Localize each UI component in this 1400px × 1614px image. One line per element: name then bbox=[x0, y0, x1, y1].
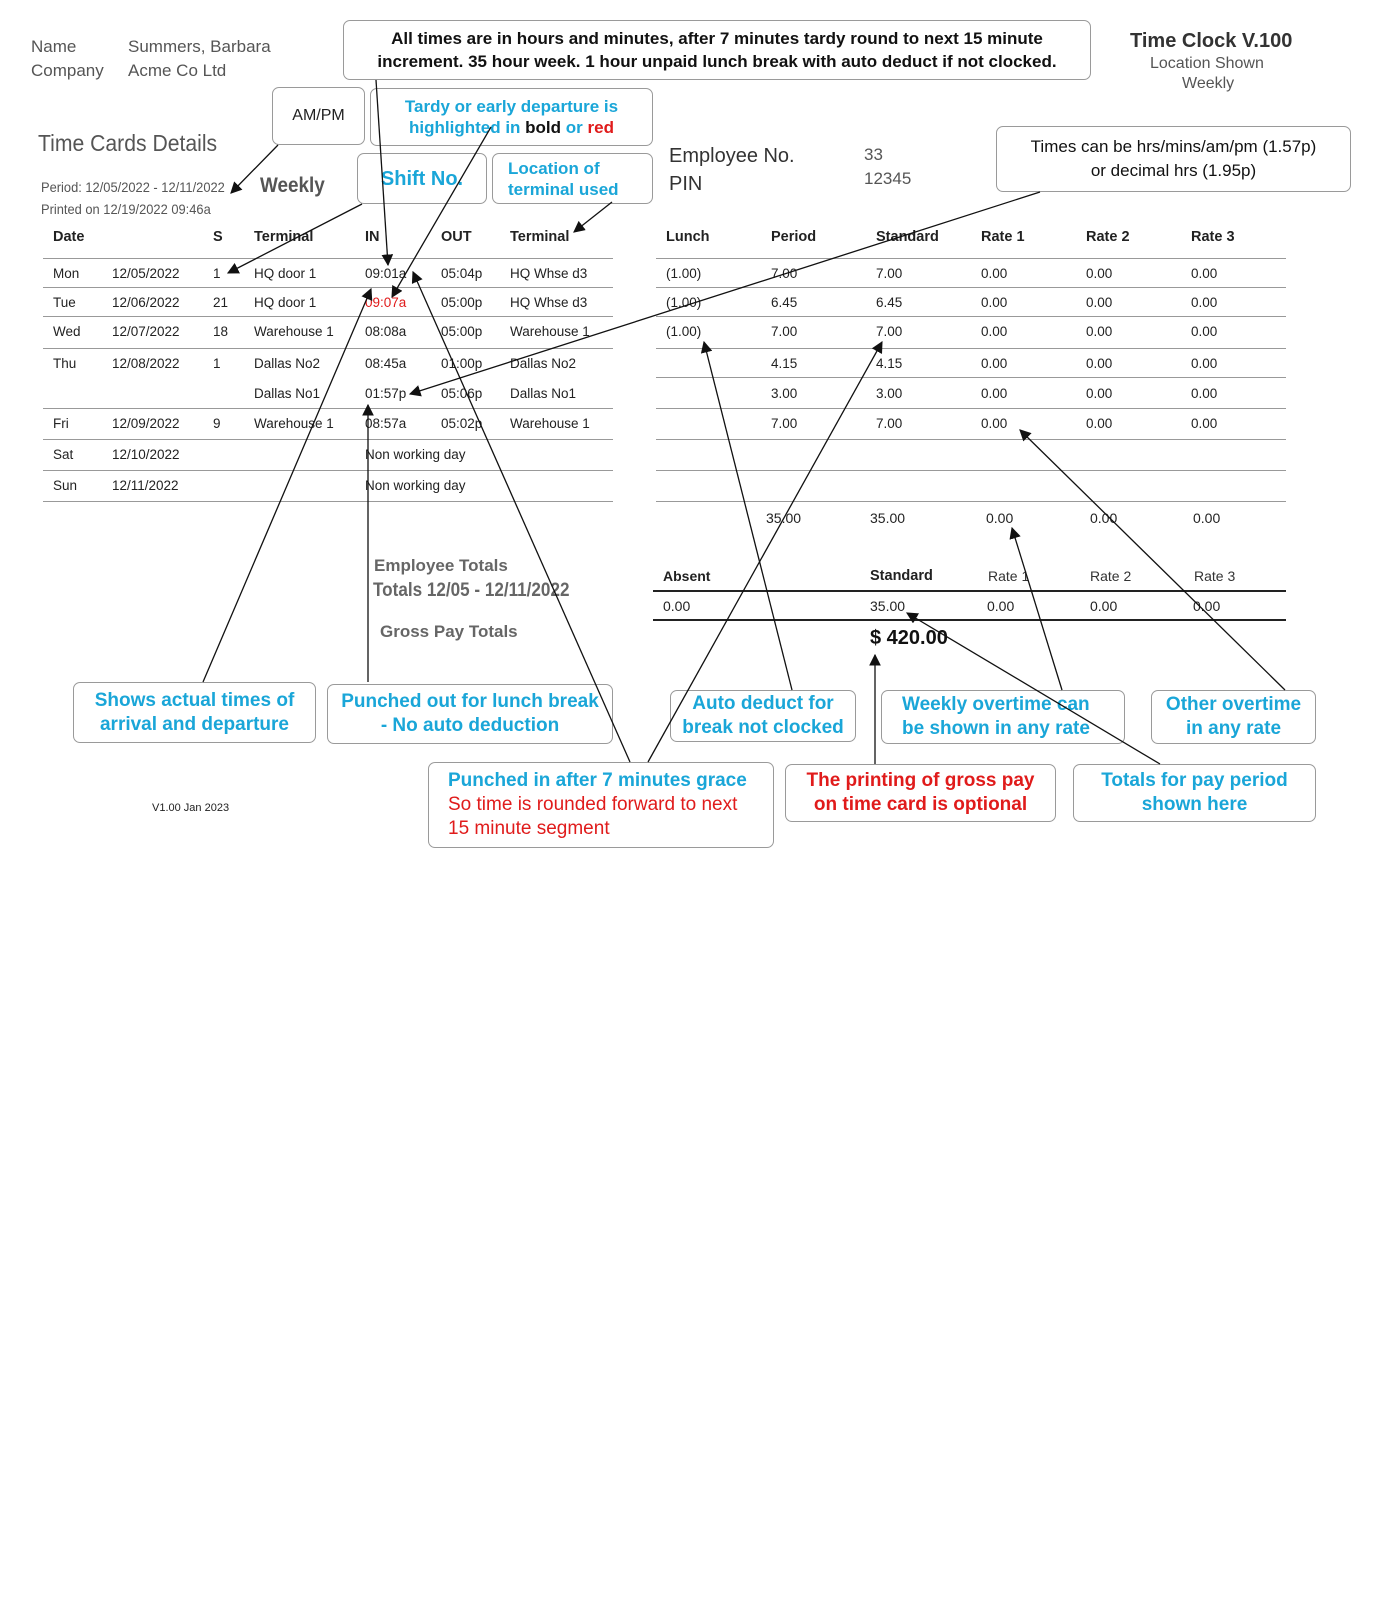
callout-grace-line1: Punched in after 7 minutes grace bbox=[448, 770, 747, 791]
row-out-time: 01:00p bbox=[441, 356, 483, 371]
callout-grace-line3: 15 minute segment bbox=[448, 818, 610, 839]
callout-totals-period-line1: Totals for pay period bbox=[1101, 770, 1288, 791]
row-period: 6.45 bbox=[771, 295, 798, 310]
row-shift: 18 bbox=[213, 324, 229, 339]
row-date: 12/10/2022 bbox=[112, 447, 180, 462]
company-value: Acme Co Ltd bbox=[128, 61, 227, 80]
employee-totals-label: Employee Totals bbox=[374, 556, 508, 575]
callout-lunch-out-line2: - No auto deduction bbox=[380, 715, 560, 736]
col-shift: S bbox=[213, 229, 223, 245]
callout-tardy-highlighted: highlighted in bbox=[409, 118, 521, 137]
row-standard: 7.00 bbox=[876, 416, 903, 431]
row-period: 4.15 bbox=[771, 356, 798, 371]
row-standard: 3.00 bbox=[876, 386, 903, 401]
totals-col-rate1: Rate 1 bbox=[988, 568, 1030, 584]
totals-rate3: 0.00 bbox=[1193, 598, 1221, 614]
callout-grace-line2: So time is rounded forward to next bbox=[448, 794, 738, 815]
callout-weekly-ot-line1: Weekly overtime can bbox=[902, 694, 1090, 715]
row-out-time: 05:00p bbox=[441, 324, 483, 339]
row-rate1: 0.00 bbox=[981, 416, 1008, 431]
name-value: Summers, Barbara bbox=[128, 37, 271, 56]
row-terminal-in: HQ door 1 bbox=[254, 266, 317, 281]
gross-pay-value: $ 420.00 bbox=[870, 627, 948, 649]
row-standard: 4.15 bbox=[876, 356, 903, 371]
row-in-time: 08:45a bbox=[365, 356, 407, 371]
name-label: Name bbox=[31, 37, 77, 56]
period-range: Period: 12/05/2022 - 12/11/2022 bbox=[41, 179, 225, 195]
row-shift: 1 bbox=[213, 266, 221, 281]
col-out: OUT bbox=[441, 229, 472, 245]
row-terminal-in: HQ door 1 bbox=[254, 295, 317, 310]
row-out-time: 05:06p bbox=[441, 386, 483, 401]
totals-col-rate2: Rate 2 bbox=[1090, 568, 1132, 584]
totals-col-absent: Absent bbox=[663, 568, 711, 584]
callout-lunch-out-line1: Punched out for lunch break bbox=[341, 691, 599, 712]
row-rate1: 0.00 bbox=[981, 356, 1008, 371]
row-terminal-out: HQ Whse d3 bbox=[510, 266, 588, 281]
row-terminal-out: Warehouse 1 bbox=[510, 416, 590, 431]
row-date: 12/05/2022 bbox=[112, 266, 180, 281]
location-shown: Location Shown bbox=[1150, 55, 1264, 72]
row-rate3: 0.00 bbox=[1191, 324, 1218, 339]
callout-gross-optional-line2: on time card is optional bbox=[813, 794, 1028, 815]
employee-no-value: 33 bbox=[864, 145, 883, 164]
row-terminal-in: Warehouse 1 bbox=[254, 324, 334, 339]
callout-tardy-red: red bbox=[582, 118, 614, 137]
callout-ampm-text: AM/PM bbox=[292, 107, 345, 124]
col-standard: Standard bbox=[876, 229, 939, 245]
row-shift: 1 bbox=[213, 356, 221, 371]
row-terminal-in: Dallas No2 bbox=[254, 356, 321, 371]
row-period: 7.00 bbox=[771, 266, 798, 281]
callout-shift-no-text: Shift No. bbox=[380, 167, 464, 190]
callout-rules-line2: increment. 35 hour week. 1 hour unpaid lunch break with auto deduct if not clocked. bbox=[377, 52, 1057, 71]
col-in: IN bbox=[365, 229, 380, 245]
callout-actual-times-line1: Shows actual times of bbox=[94, 689, 295, 711]
row-in-time: 01:57p bbox=[365, 386, 407, 401]
row-date: 12/08/2022 bbox=[112, 356, 180, 371]
total-standard: 35.00 bbox=[870, 510, 906, 526]
pin-value: 12345 bbox=[864, 169, 912, 188]
row-in-time: 08:57a bbox=[365, 416, 407, 431]
col-rate2: Rate 2 bbox=[1086, 229, 1130, 245]
row-out-time: 05:02p bbox=[441, 416, 483, 431]
row-terminal-in: Dallas No1 bbox=[254, 386, 321, 401]
row-in-time: 08:08a bbox=[365, 324, 407, 339]
row-in-time: 09:01a bbox=[365, 266, 407, 281]
row-standard: 7.00 bbox=[876, 266, 903, 281]
col-lunch: Lunch bbox=[666, 229, 710, 245]
callout-tardy-line1: Tardy or early departure is bbox=[404, 97, 619, 116]
col-rate3: Rate 3 bbox=[1191, 229, 1235, 245]
row-lunch: (1.00) bbox=[666, 266, 702, 281]
callout-other-ot-line2: in any rate bbox=[1185, 718, 1282, 739]
callout-other-ot-line1: Other overtime bbox=[1165, 694, 1302, 715]
callout-location-line2: terminal used bbox=[508, 179, 619, 199]
row-period: 3.00 bbox=[771, 386, 798, 401]
gross-pay-label: Gross Pay Totals bbox=[380, 622, 518, 641]
row-period: 7.00 bbox=[771, 416, 798, 431]
totals-rate2: 0.00 bbox=[1090, 598, 1118, 614]
callout-times-format-line2: or decimal hrs (1.95p) bbox=[1090, 161, 1257, 180]
callout-gross-optional-line1: The printing of gross pay bbox=[806, 770, 1035, 791]
totals-col-rate3: Rate 3 bbox=[1194, 568, 1236, 584]
row-shift: 9 bbox=[213, 416, 221, 431]
row-rate1: 0.00 bbox=[981, 324, 1008, 339]
callout-tardy-bold: bold bbox=[520, 118, 562, 137]
row-standard: 6.45 bbox=[876, 295, 903, 310]
row-rate1: 0.00 bbox=[981, 266, 1008, 281]
row-note: Non working day bbox=[365, 478, 466, 493]
row-shift: 21 bbox=[213, 295, 229, 310]
row-day: Sat bbox=[53, 447, 74, 462]
company-label: Company bbox=[31, 61, 104, 80]
row-terminal-out: Dallas No1 bbox=[510, 386, 577, 401]
row-lunch: (1.00) bbox=[666, 324, 702, 339]
frequency-label: Weekly bbox=[1182, 75, 1235, 92]
employee-no-label: Employee No. bbox=[669, 145, 795, 167]
pin-label: PIN bbox=[669, 173, 703, 195]
totals-standard: 35.00 bbox=[870, 598, 906, 614]
total-rate1: 0.00 bbox=[986, 510, 1014, 526]
row-in-time: 09:07a bbox=[365, 295, 407, 310]
row-date: 12/06/2022 bbox=[112, 295, 180, 310]
app-title: Time Clock V.100 bbox=[1130, 30, 1293, 52]
col-terminal-out: Terminal bbox=[510, 229, 570, 245]
row-out-time: 05:00p bbox=[441, 295, 483, 310]
callout-actual-times-line2: arrival and departure bbox=[99, 713, 290, 735]
row-terminal-out: Dallas No2 bbox=[510, 356, 577, 371]
row-rate3: 0.00 bbox=[1191, 416, 1218, 431]
row-terminal-out: HQ Whse d3 bbox=[510, 295, 588, 310]
totals-rate1: 0.00 bbox=[987, 598, 1015, 614]
row-rate3: 0.00 bbox=[1191, 356, 1218, 371]
callout-times-format-line1: Times can be hrs/mins/am/pm (1.57p) bbox=[1030, 137, 1317, 156]
employee-totals-range: Totals 12/05 - 12/11/2022 bbox=[373, 580, 570, 601]
col-date: Date bbox=[53, 229, 85, 245]
row-rate1: 0.00 bbox=[981, 295, 1008, 310]
row-date: 12/09/2022 bbox=[112, 416, 180, 431]
total-rate2: 0.00 bbox=[1090, 510, 1118, 526]
callout-totals-period-line2: shown here bbox=[1141, 794, 1248, 815]
callout-location-line1: Location of bbox=[508, 158, 600, 178]
totals-absent: 0.00 bbox=[663, 598, 691, 614]
row-rate3: 0.00 bbox=[1191, 386, 1218, 401]
row-rate2: 0.00 bbox=[1086, 386, 1113, 401]
row-note: Non working day bbox=[365, 447, 466, 462]
col-terminal-in: Terminal bbox=[254, 229, 314, 245]
row-rate2: 0.00 bbox=[1086, 295, 1113, 310]
col-rate1: Rate 1 bbox=[981, 229, 1025, 245]
total-period: 35.00 bbox=[766, 510, 802, 526]
row-date: 12/07/2022 bbox=[112, 324, 180, 339]
row-lunch: (1.00) bbox=[666, 295, 702, 310]
weekly-label: Weekly bbox=[260, 174, 325, 197]
row-rate2: 0.00 bbox=[1086, 356, 1113, 371]
printed-date: Printed on 12/19/2022 09:46a bbox=[41, 201, 211, 217]
row-terminal-in: Warehouse 1 bbox=[254, 416, 334, 431]
row-day: Tue bbox=[53, 295, 76, 310]
row-day: Wed bbox=[53, 324, 81, 339]
row-rate2: 0.00 bbox=[1086, 324, 1113, 339]
row-terminal-out: Warehouse 1 bbox=[510, 324, 590, 339]
totals-col-standard: Standard bbox=[870, 568, 933, 584]
callout-auto-deduct-line1: Auto deduct for bbox=[692, 693, 834, 714]
total-rate3: 0.00 bbox=[1193, 510, 1221, 526]
section-title: Time Cards Details bbox=[38, 130, 218, 156]
callout-auto-deduct-line2: break not clocked bbox=[682, 717, 844, 738]
row-day: Thu bbox=[53, 356, 77, 371]
row-date: 12/11/2022 bbox=[112, 478, 179, 493]
callout-rules-line1: All times are in hours and minutes, after 7 minutes tardy round to next 15 minute bbox=[391, 29, 1043, 48]
row-day: Sun bbox=[53, 478, 78, 493]
row-period: 7.00 bbox=[771, 324, 798, 339]
version-footer: V1.00 Jan 2023 bbox=[152, 802, 230, 814]
row-rate3: 0.00 bbox=[1191, 266, 1218, 281]
row-rate2: 0.00 bbox=[1086, 266, 1113, 281]
row-day: Fri bbox=[53, 416, 69, 431]
callout-weekly-ot-line2: be shown in any rate bbox=[902, 718, 1090, 739]
row-day: Mon bbox=[53, 266, 80, 281]
row-out-time: 05:04p bbox=[441, 266, 483, 281]
row-standard: 7.00 bbox=[876, 324, 903, 339]
col-period: Period bbox=[771, 229, 817, 245]
row-rate1: 0.00 bbox=[981, 386, 1008, 401]
row-rate2: 0.00 bbox=[1086, 416, 1113, 431]
row-rate3: 0.00 bbox=[1191, 295, 1218, 310]
callout-tardy-or: or bbox=[561, 118, 583, 137]
